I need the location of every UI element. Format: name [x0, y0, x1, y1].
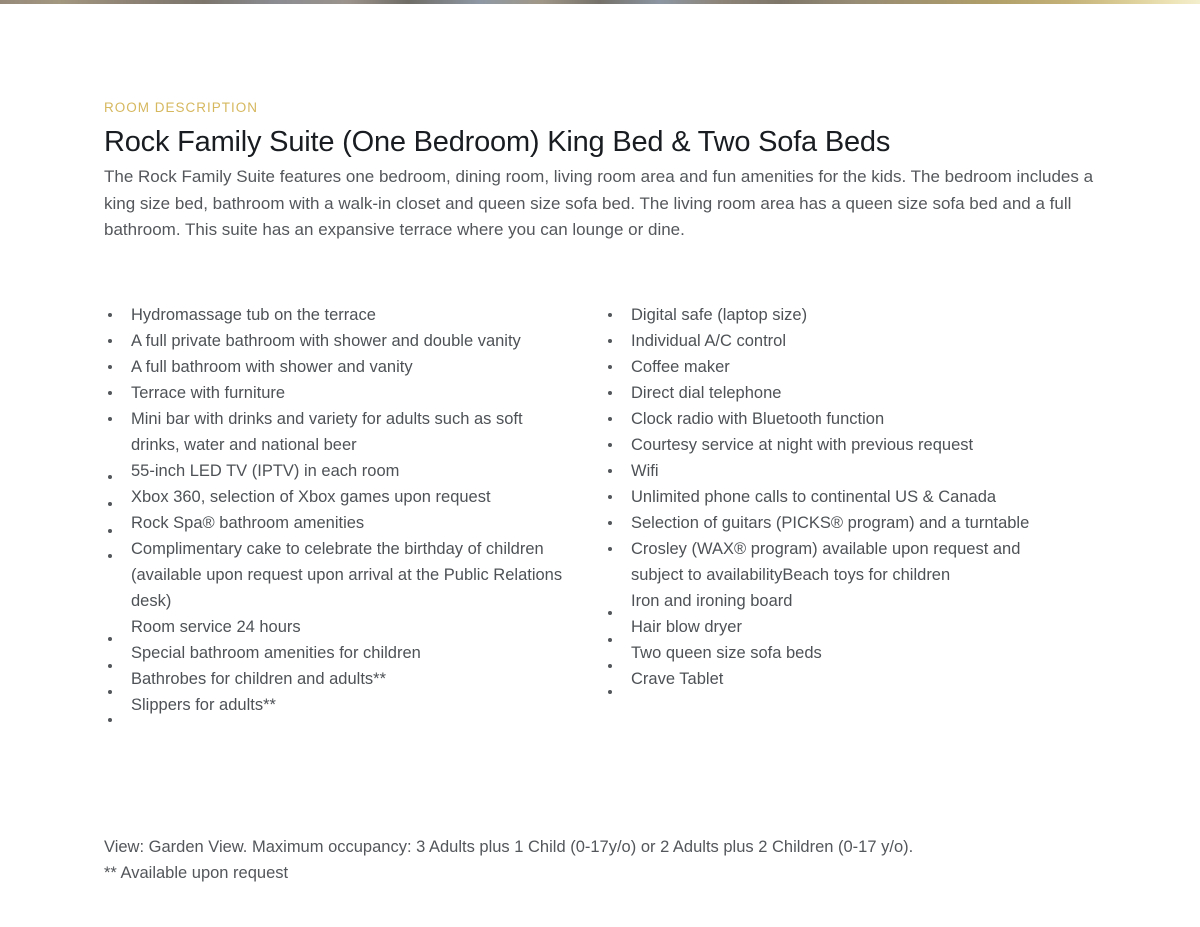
bullet-icon: [608, 469, 612, 473]
amenity-item: [604, 302, 1060, 328]
availability-note: ** Available upon request: [104, 863, 289, 882]
bullet-icon: [608, 391, 612, 395]
bullet-icon: [108, 417, 112, 421]
amenity-item: [604, 380, 1060, 406]
bullet-icon: [108, 365, 112, 369]
amenity-text: Wifi: [631, 461, 659, 480]
amenity-item: [604, 432, 1060, 458]
bullet-icon: [608, 547, 612, 551]
amenity-text: Clock radio with Bluetooth function: [631, 409, 885, 428]
amenity-text: Xbox 360, selection of Xbox games upon request: [131, 487, 491, 506]
amenity-text: Terrace with furniture: [131, 383, 286, 402]
bullet-icon: [108, 475, 112, 479]
amenity-item: [604, 588, 1060, 614]
bullet-icon: [108, 690, 112, 694]
amenity-text: Room service 24 hours: [131, 617, 301, 636]
amenity-item: [604, 406, 1060, 432]
bullet-icon: [608, 443, 612, 447]
occupancy-note: View: Garden View. Maximum occupancy: 3 Adults plus 1 Child (0-17y/o) or 2 Adults plus 2 Children (0-17 y/o).: [104, 837, 914, 856]
header-photo-strip: [0, 0, 1200, 4]
amenity-item: [604, 640, 1060, 666]
amenity-item: [604, 458, 1060, 484]
bullet-icon: [608, 611, 612, 615]
amenity-text: Individual A/C control: [631, 331, 787, 350]
amenity-item: [104, 484, 567, 510]
amenity-item: [104, 666, 567, 692]
amenity-item: [604, 536, 1060, 588]
amenity-text: Hydromassage tub on the terrace: [131, 305, 376, 324]
amenity-item: [104, 510, 567, 536]
amenity-item: [604, 510, 1060, 536]
amenities-list-left: [104, 302, 567, 718]
amenity-item: [604, 354, 1060, 380]
amenity-item: [104, 380, 567, 406]
amenity-text: Slippers for adults**: [131, 695, 276, 714]
footnotes: [104, 834, 1097, 886]
amenity-text: Unlimited phone calls to continental US & Canada: [631, 487, 997, 506]
bullet-icon: [108, 339, 112, 343]
amenity-item: [104, 614, 567, 640]
amenity-item: [104, 536, 567, 614]
bullet-icon: [608, 417, 612, 421]
amenity-text: Special bathroom amenities for children: [131, 643, 421, 662]
amenity-text: A full private bathroom with shower and double vanity: [131, 331, 521, 350]
amenity-item: [604, 666, 1060, 692]
amenity-text: Digital safe (laptop size): [631, 305, 808, 324]
amenity-text: Courtesy service at night with previous request: [631, 435, 974, 454]
amenity-item: [104, 640, 567, 666]
bullet-icon: [108, 529, 112, 533]
amenity-item: [604, 328, 1060, 354]
amenity-text: Mini bar with drinks and variety for adults such as soft drinks, water and national beer: [131, 409, 523, 454]
amenity-item: [104, 328, 567, 354]
amenity-text: Complimentary cake to celebrate the birthday of children (available upon request upon arrival at the Public Relations desk): [131, 539, 563, 610]
bullet-icon: [108, 502, 112, 506]
bullet-icon: [108, 554, 112, 558]
amenity-text: Two queen size sofa beds: [631, 643, 822, 662]
amenity-text: Direct dial telephone: [631, 383, 782, 402]
room-description-text: The Rock Family Suite features one bedroom, dining room, living room area and fun amenities for the kids. The bedroom includes a king size bed, bathroom with a walk-in closet and queen size sofa bed. The living room area has a queen size sofa bed and a full bathroom. This suite has an expansive terrace where you can lounge or dine.: [104, 167, 1094, 239]
amenity-item: [604, 484, 1060, 510]
amenity-item: [104, 302, 567, 328]
bullet-icon: [108, 637, 112, 641]
amenity-text: A full bathroom with shower and vanity: [131, 357, 413, 376]
bullet-icon: [608, 638, 612, 642]
amenity-text: Crave Tablet: [631, 669, 724, 688]
amenities-columns: [104, 302, 1097, 718]
bullet-icon: [608, 690, 612, 694]
amenity-text: Bathrobes for children and adults**: [131, 669, 386, 688]
amenity-item: [104, 692, 567, 718]
bullet-icon: [608, 495, 612, 499]
bullet-icon: [108, 718, 112, 722]
room-title: Rock Family Suite (One Bedroom) King Bed & Two Sofa Beds: [104, 126, 891, 158]
amenity-text: Iron and ironing board: [631, 591, 793, 610]
bullet-icon: [608, 313, 612, 317]
bullet-icon: [108, 664, 112, 668]
amenity-item: [104, 458, 567, 484]
amenity-text: 55-inch LED TV (IPTV) in each room: [131, 461, 400, 480]
amenity-text: Hair blow dryer: [631, 617, 742, 636]
amenity-text: Rock Spa® bathroom amenities: [131, 513, 365, 532]
amenity-text: Selection of guitars (PICKS® program) and a turntable: [631, 513, 1030, 532]
amenity-text: Coffee maker: [631, 357, 730, 376]
bullet-icon: [608, 365, 612, 369]
room-description-section: [0, 100, 1200, 886]
amenities-list-right: [604, 302, 1060, 692]
amenity-item: [104, 406, 567, 458]
section-eyebrow: ROOM DESCRIPTION: [104, 100, 259, 115]
bullet-icon: [608, 664, 612, 668]
amenity-text: Crosley (WAX® program) available upon request and subject to availabilityBeach toys for children: [631, 539, 1021, 584]
bullet-icon: [108, 313, 112, 317]
amenity-item: [604, 614, 1060, 640]
bullet-icon: [108, 391, 112, 395]
amenity-item: [104, 354, 567, 380]
bullet-icon: [608, 521, 612, 525]
bullet-icon: [608, 339, 612, 343]
